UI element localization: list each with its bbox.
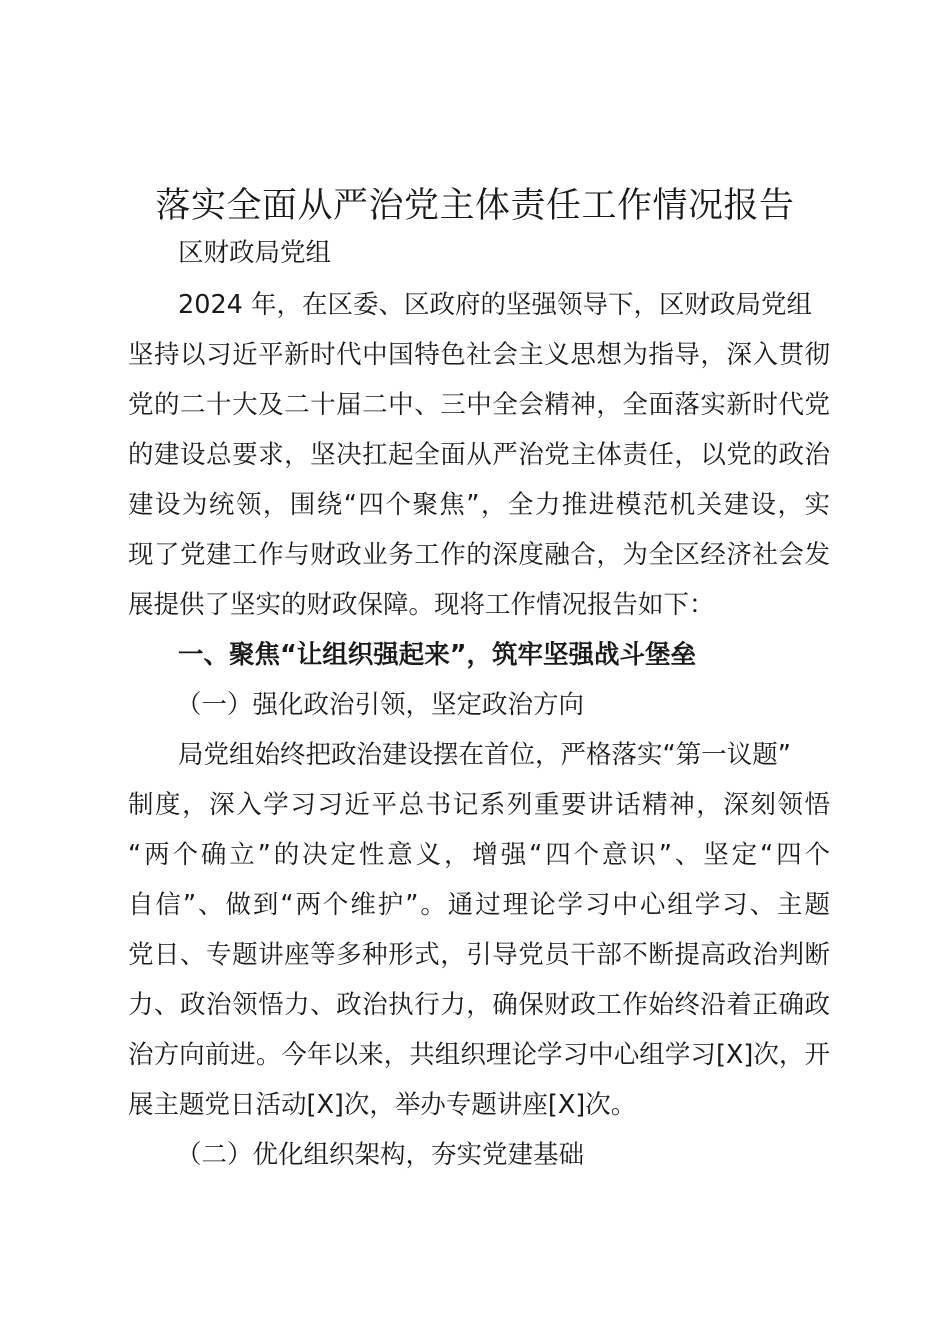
paragraph-line: 治方向前进。今年以来，共组织理论学习中心组学习[X]次，开 xyxy=(128,1040,830,1070)
paragraph-line: “两个确立”的决定性意义，增强“四个意识”、坚定“四个 xyxy=(128,840,830,870)
paragraph-line: 党的二十大及二十届二中、三中全会精神，全面落实新时代党 xyxy=(128,390,830,420)
document-title: 落实全面从严治党主体责任工作情况报告 xyxy=(155,186,795,226)
paragraph-line: 力、政治领悟力、政治执行力，确保财政工作始终沿着正确政 xyxy=(128,990,830,1020)
paragraph-line: 建设为统领，围绕“四个聚焦”，全力推进模范机关建设，实 xyxy=(128,490,830,520)
paragraph-line: 制度，深入学习习近平总书记系列重要讲话精神，深刻领悟 xyxy=(128,790,830,820)
document-author: 区财政局党组 xyxy=(178,238,332,268)
subsection-heading: （一）强化政治引领，坚定政治方向 xyxy=(176,690,585,720)
paragraph-line: 局党组始终把政治建设摆在首位，严格落实“第一议题” xyxy=(178,740,791,770)
paragraph-line: 展提供了坚实的财政保障。现将工作情况报告如下： xyxy=(128,590,715,620)
paragraph-line: 坚持以习近平新时代中国特色社会主义思想为指导，深入贯彻 xyxy=(128,340,830,370)
paragraph-line: 展主题党日活动[X]次，举办专题讲座[X]次。 xyxy=(128,1090,637,1120)
paragraph-line: 自信”、做到“两个维护”。通过理论学习中心组学习、主题 xyxy=(128,890,830,920)
paragraph-line: 党日、专题讲座等多种形式，引导党员干部不断提高政治判断 xyxy=(128,940,830,970)
paragraph-line: 现了党建工作与财政业务工作的深度融合，为全区经济社会发 xyxy=(128,540,830,570)
subsection-heading: （二）优化组织架构，夯实党建基础 xyxy=(176,1140,585,1170)
paragraph-line: 2024 年，在区委、区政府的坚强领导下，区财政局党组 xyxy=(178,290,813,320)
paragraph-line: 的建设总要求，坚决扛起全面从严治党主体责任，以党的政治 xyxy=(128,440,830,470)
section-heading: 一、聚焦“让组织强起来”，筑牢坚强战斗堡垒 xyxy=(178,640,697,670)
